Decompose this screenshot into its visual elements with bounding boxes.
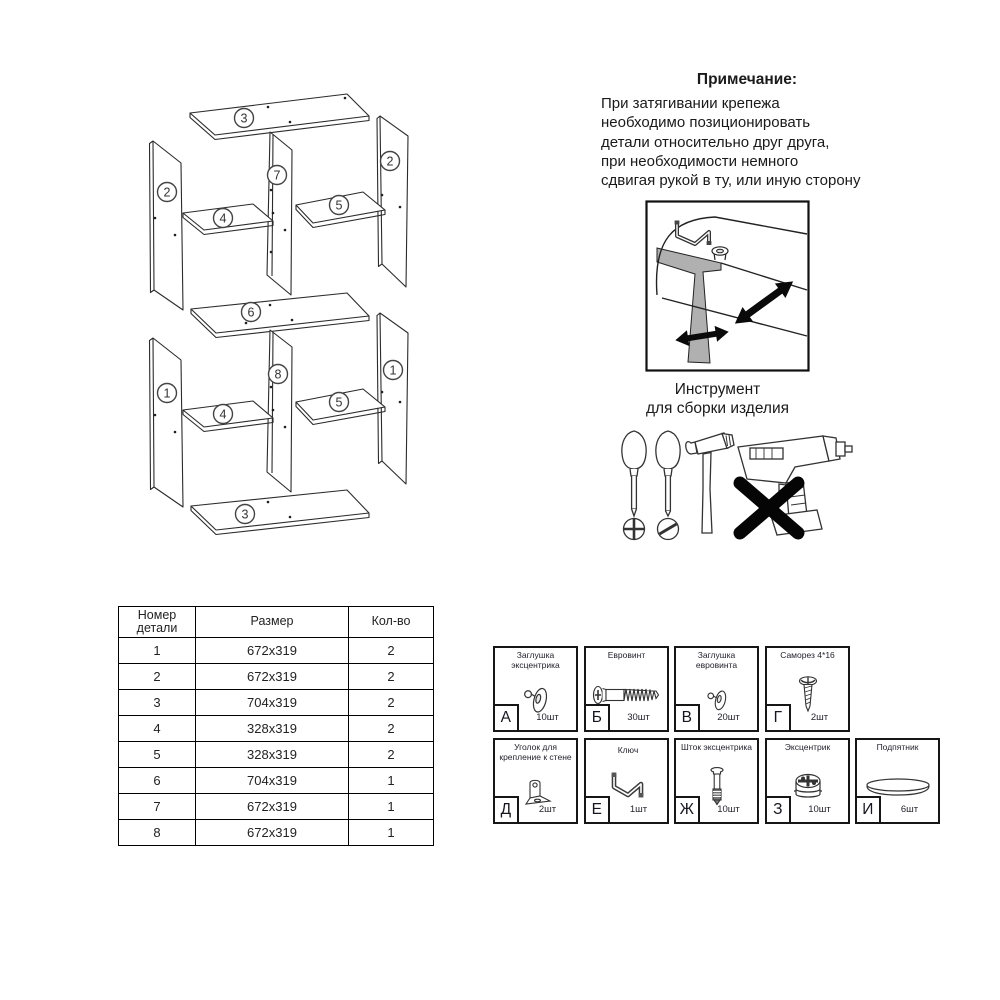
hardware-item-name: Эксцентрик (784, 742, 831, 752)
part-number-label (269, 365, 288, 384)
table-cell-qty: 1 (349, 794, 434, 820)
hardware-item-letter-badge: Е (584, 796, 610, 824)
note-text (601, 94, 911, 190)
hammer-icon (686, 433, 734, 533)
tools-heading-line: для сборки изделия (645, 400, 790, 417)
part-number-label (330, 196, 349, 215)
hardware-item-qty: 30шт (627, 712, 650, 723)
table-cell-qty: 2 (349, 716, 434, 742)
hardware-item-qty: 2шт (810, 712, 829, 723)
hardware-item-name: Подпятник (876, 742, 919, 752)
svg-text:3: 3 (241, 507, 249, 522)
flat-screwdriver-icon (656, 431, 680, 540)
tools-heading (600, 380, 835, 418)
table-header-size: Размер (196, 607, 349, 638)
hardware-item-name: Уголок для крепление к стене (499, 742, 572, 762)
hardware-item-d (493, 738, 578, 824)
hardware-item-letter-badge: Г (765, 704, 791, 732)
tools-illustration (598, 423, 858, 551)
part-number-label (242, 303, 261, 322)
table-cell-size: 704x319 (196, 768, 349, 794)
hardware-item-qty: 10шт (536, 712, 559, 723)
hardware-item-i (855, 738, 940, 824)
note-title: Примечание: (696, 71, 798, 88)
table-row (119, 690, 434, 716)
table-cell-size: 672x319 (196, 664, 349, 690)
table-cell-size: 328x319 (196, 742, 349, 768)
hardware-item-letter-badge: З (765, 796, 791, 824)
table-row (119, 794, 434, 820)
svg-text:4: 4 (219, 211, 227, 226)
part-number-label (214, 209, 233, 228)
table-cell-num: 2 (119, 664, 196, 690)
part-number-label (214, 405, 233, 424)
table-cell-qty: 2 (349, 664, 434, 690)
hardware-item-name: Ключ (617, 745, 639, 755)
mid-panel-6 (191, 293, 369, 333)
mid-panel-8 (267, 330, 292, 492)
part-number-label (330, 393, 349, 412)
hardware-item-v (674, 646, 759, 732)
table-cell-num: 7 (119, 794, 196, 820)
table-cell-qty: 2 (349, 690, 434, 716)
part-number-label (235, 109, 254, 128)
table-cell-num: 5 (119, 742, 196, 768)
hardware-item-name: Заглушка евровинта (695, 650, 738, 670)
hardware-item-qty: 6шт (900, 804, 919, 815)
table-cell-size: 672x319 (196, 638, 349, 664)
table-cell-qty: 1 (349, 768, 434, 794)
svg-text:1: 1 (163, 386, 171, 401)
note-line: при необходимости немного (601, 152, 799, 170)
hardware-item-name: Евровинт (607, 650, 646, 660)
table-header-row (119, 607, 434, 638)
svg-text:6: 6 (247, 305, 255, 320)
table-cell-qty: 2 (349, 742, 434, 768)
part-number-label (381, 152, 400, 171)
parts-table (118, 606, 434, 846)
top-panel-3 (190, 94, 369, 135)
side-panel-2-right (380, 116, 408, 287)
hardware-item-qty: 10шт (717, 804, 740, 815)
hardware-item-letter-badge: Ж (674, 796, 700, 824)
table-row (119, 768, 434, 794)
svg-text:7: 7 (273, 168, 281, 183)
part-number-label (158, 384, 177, 403)
tools-heading-line: Инструмент (674, 381, 761, 398)
hardware-item-b (584, 646, 669, 732)
hardware-item-letter-badge: И (855, 796, 881, 824)
table-cell-num: 4 (119, 716, 196, 742)
hardware-item-e (584, 738, 669, 824)
table-cell-num: 3 (119, 690, 196, 716)
table-cell-size: 704x319 (196, 690, 349, 716)
table-cell-num: 8 (119, 820, 196, 846)
part-number-label (236, 505, 255, 524)
table-row (119, 638, 434, 664)
table-header-qty: Кол-во (349, 607, 434, 638)
svg-text:5: 5 (335, 395, 343, 410)
svg-text:5: 5 (335, 198, 343, 213)
note-line: сдвигая рукой в ту, или иную сторону (601, 172, 861, 190)
part-number-label (384, 361, 403, 380)
bottom-panel-3 (191, 490, 369, 530)
table-row (119, 742, 434, 768)
table-row (119, 716, 434, 742)
hardware-item-qty: 20шт (717, 712, 740, 723)
note-line: необходимо позиционировать (601, 114, 811, 132)
svg-text:1: 1 (389, 363, 397, 378)
svg-text:8: 8 (274, 367, 282, 382)
part-number-label (268, 166, 287, 185)
hardware-item-name: Саморез 4*16 (780, 650, 835, 660)
table-cell-num: 6 (119, 768, 196, 794)
table-header-part-number: Номер детали (119, 607, 196, 638)
hardware-item-qty: 2шт (538, 804, 557, 815)
svg-text:2: 2 (386, 154, 394, 169)
hardware-item-a (493, 646, 578, 732)
svg-text:3: 3 (240, 111, 248, 126)
hardware-item-name: Шток эксцентрика (681, 742, 752, 752)
hardware-item-g (765, 646, 850, 732)
table-row (119, 664, 434, 690)
hardware-item-letter-badge: А (493, 704, 519, 732)
hardware-item-letter-badge: Д (493, 796, 519, 824)
note-illustration (645, 200, 810, 372)
svg-text:4: 4 (219, 407, 227, 422)
exploded-view-diagram (130, 80, 450, 560)
table-cell-qty: 2 (349, 638, 434, 664)
table-cell-size: 672x319 (196, 794, 349, 820)
part-number-label (158, 183, 177, 202)
furniture-panels (150, 94, 409, 535)
hardware-item-qty: 1шт (629, 804, 648, 815)
phillips-screwdriver-icon (622, 431, 646, 540)
hardware-item-qty: 10шт (808, 804, 831, 815)
table-cell-qty: 1 (349, 820, 434, 846)
mid-panel-7 (267, 132, 292, 295)
hardware-item-letter-badge: Б (584, 704, 610, 732)
table-cell-size: 328x319 (196, 716, 349, 742)
hardware-item-z (765, 738, 850, 824)
note-line: При затягивании крепежа (601, 95, 780, 112)
table-row (119, 820, 434, 846)
hardware-item-name: Заглушка эксцентрика (511, 650, 560, 670)
side-panel-2-left (153, 141, 183, 310)
side-panel-1-left (153, 338, 183, 507)
table-cell-num: 1 (119, 638, 196, 664)
table-cell-size: 672x319 (196, 820, 349, 846)
side-panel-1-right (380, 313, 408, 484)
hardware-item-letter-badge: В (674, 704, 700, 732)
note-line: детали относительно друг друга, (601, 133, 830, 151)
svg-text:2: 2 (163, 185, 171, 200)
hardware-item-zh (674, 738, 759, 824)
